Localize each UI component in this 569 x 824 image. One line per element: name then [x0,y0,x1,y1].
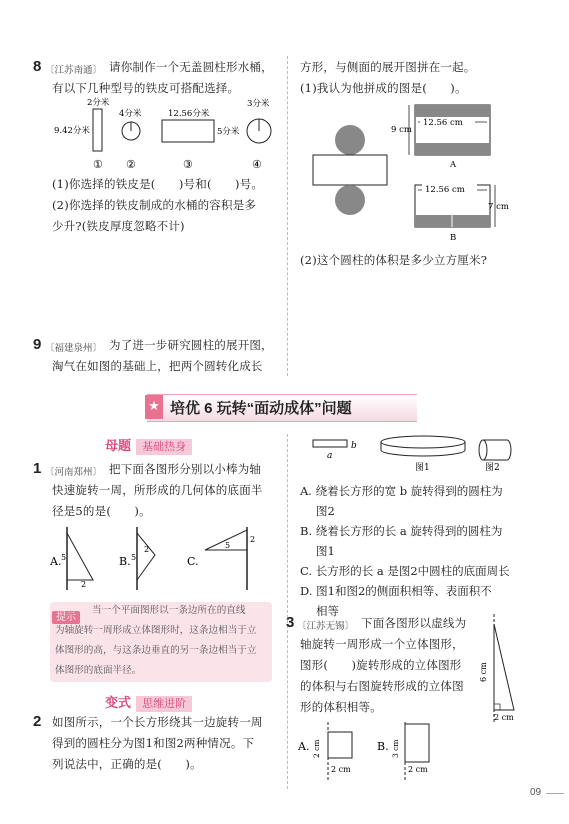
q2-figures [305,432,520,477]
q9-number: 9 [33,336,42,353]
bianshi-label: 变式 [105,695,132,710]
q1-a-len2: 2 [81,580,87,589]
q3-a-height: 2 cm [312,739,321,758]
figA-height-label: 9 cm [391,125,412,135]
mutai-header [105,435,192,454]
q1-a-len5: 5 [61,553,67,562]
q2-option-b-line1: B. 绕着长方形的长 a 旋转得到的圆柱为 [300,524,503,538]
q3-line3: 图形( )旋转形成的立体图形 [300,658,462,672]
q3-tri-width: 2 cm [494,713,514,722]
q9-line2: 淘气在如图的基础上，把两个圆转化成长 [52,359,263,373]
q1-number: 1 [33,460,42,477]
q2-fig2-caption: 图2 [485,463,500,473]
q2-option-b-line2: 图1 [316,544,335,558]
q9-net-figures [305,100,515,250]
q2-line3: 列说法中，正确的是( )。 [52,757,202,771]
q8-part1: (1)你选择的铁皮是( )号和( )号。 [52,177,264,191]
figB-width-label: 12.56 cm [425,185,465,195]
q2-label-a: a [327,451,333,461]
q1-source: 〔河南郑州〕 [45,467,103,478]
q3-line2: 轴旋转一周形成一个立体图形， [300,637,464,651]
q2-line2: 得到的圆柱分为图1和图2两种情况。下 [52,736,255,750]
q2-number: 2 [33,713,42,730]
q1-line3: 径是5的是( )。 [52,504,151,518]
hint-line4: 体图形的底面半径。 [55,665,142,676]
label-5fen: 5分米 [217,127,240,137]
q1-figures [45,525,280,595]
q9-part2: (2)这个圆柱的体积是多少立方厘米? [300,253,488,267]
q3-options-figure [295,720,455,782]
q3-b-height: 3 cm [391,739,400,758]
q3-triangle-figure [472,612,532,724]
figB-height-label: 7 cm [488,202,509,212]
q3-a-width: 2 cm [331,765,351,774]
q1-option-a: A. [50,555,62,568]
q8-part2b: 少升?(铁皮厚度忽略不计) [52,219,185,233]
q2-fig1-caption: 图1 [415,463,430,473]
label-942: 9.42分米 [54,126,90,136]
q8-line2: 有以下几种型号的铁皮可搭配选择。 [52,81,240,95]
q1-line2: 快速旋转一周，所形成的几何体的底面半 [52,483,263,497]
mutai-label: 母题 [105,438,132,453]
q1-line1: 把下面各图形分别以小棒为轴 [109,462,262,476]
hint-line2: 为轴旋转一周形成立体图形时，这条边相当于立 [55,625,257,636]
q9-source: 〔福建泉州〕 [45,343,103,354]
figA-label: A [450,160,457,170]
label-2fen: 2分米 [87,98,110,108]
q1-option-b: B. [119,555,131,568]
q1-c-len5: 5 [225,541,231,550]
q3-b-width: 2 cm [408,765,428,774]
page-number: 09 [530,787,542,798]
q9-part1: (1)我认为他拼成的图是( )。 [300,81,467,95]
q9-line1: 为了进一步研究圆柱的展开图， [109,338,273,352]
q8-number: 8 [33,58,42,75]
q2-option-c: C. 长方形的长 a 是图2中圆柱的底面周长 [300,564,510,578]
q2-option-a-line1: A. 绕着长方形的宽 b 旋转得到的圆柱为 [300,484,503,498]
sheet-num-4: ④ [252,158,262,171]
q8-sheet-figure [40,96,280,176]
hint-line1: 当一个平面图形以一条边所在的直线 [92,605,246,616]
bianshi-header [105,692,192,711]
sheet-num-3: ③ [183,158,193,171]
sheet-num-1: ① [93,158,103,171]
sheet-num-2: ② [126,158,136,171]
q9-continued: 方形，与侧面的展开图拼在一起。 [300,60,476,74]
label-1256: 12.56分米 [168,109,210,119]
q2-option-a-line2: 图2 [316,504,335,518]
section-star-icon: ★ [145,395,163,419]
mutai-sublabel: 基础热身 [136,439,192,455]
figB-label: B [450,233,457,243]
q3-option-b: B. [377,740,389,753]
bianshi-sublabel: 思维进阶 [136,696,192,712]
q1-c-len2: 2 [250,535,256,544]
q3-line5: 形的体积相等。 [300,700,382,714]
q2-option-d-line1: D. 图1和图2的侧面积相等、表面积不 [300,584,492,598]
hint-line3: 体图形的高，与这条边垂直的另一条边相当于立 [55,645,257,656]
label-3fen: 3分米 [247,99,270,109]
hint-tag: 提示 [52,605,80,624]
q3-source: 〔江苏无锡〕 [297,621,355,632]
q8-part2a: (2)你选择的铁皮制成的水桶的容积是多 [52,198,257,212]
column-divider-bottom [287,434,288,789]
q3-number: 3 [286,614,295,631]
q8-source: 〔江苏南通〕 [45,65,103,76]
page-number-rule [546,793,564,794]
q3-tri-height: 6 cm [479,662,488,682]
q2-line1: 如图所示，一个长方形绕其一边旋转一周 [52,715,263,729]
label-4fen: 4分米 [119,109,142,119]
q3-option-a: A. [298,740,310,753]
q1-b-len5: 5 [131,553,137,562]
column-divider-top [287,56,288,376]
q2-label-b: b [351,441,357,451]
section-title: 培优 6 玩转“面动成体”问题 [170,400,352,417]
q3-line1: 下面各图形以虚线为 [361,616,467,630]
q3-line4: 的体积与右图旋转形成的立体图 [300,679,464,693]
q1-b-len2: 2 [144,545,150,554]
q2-option-d-line2: 相等 [316,604,339,618]
q1-option-c: C. [187,555,199,568]
q8-line1: 请你制作一个无盖圆柱形水桶， [109,60,273,74]
figA-width-label: 12.56 cm [423,118,463,128]
